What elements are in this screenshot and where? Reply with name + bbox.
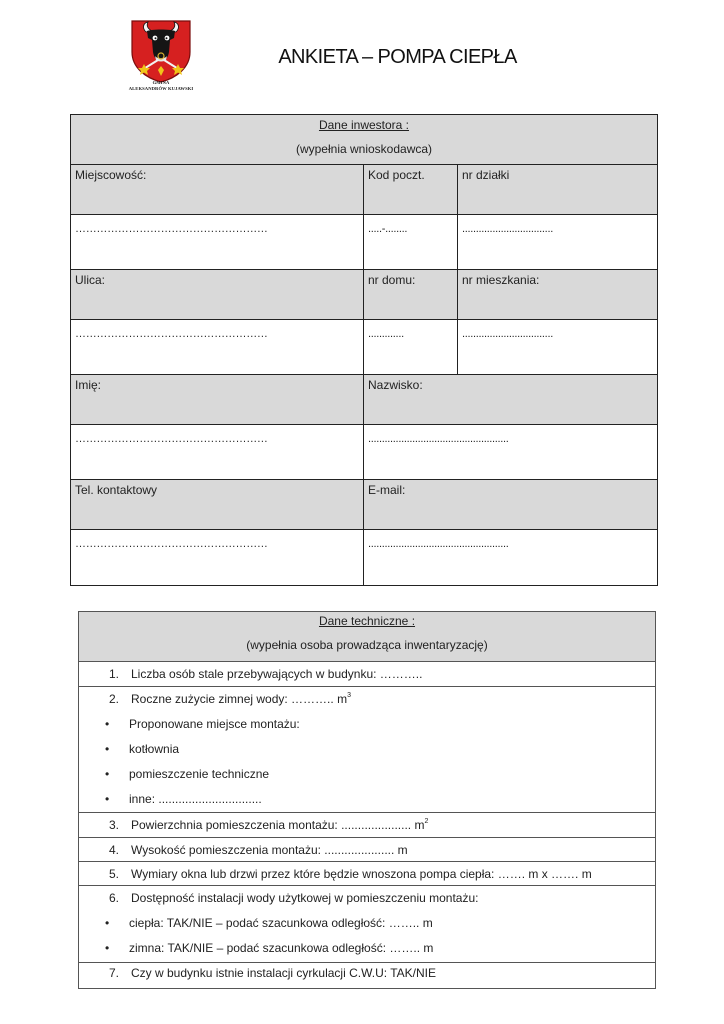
option-technical-room[interactable]: pomieszczenie techniczne — [129, 767, 270, 781]
investor-header — [71, 115, 657, 165]
question-2-number: 2. — [109, 692, 120, 706]
question-3-text: Powierzchnia pomieszczenia montażu: ..................... m — [131, 818, 425, 832]
question-3-row[interactable] — [79, 813, 655, 838]
question-6-row[interactable] — [79, 886, 655, 963]
question-5-row[interactable] — [79, 862, 655, 886]
bullet-dot: • — [105, 941, 110, 955]
question-3-text-wrap — [131, 818, 428, 832]
question-6-number: 6. — [109, 891, 120, 905]
label-phone-text: Tel. kontaktowy — [75, 483, 158, 497]
label-street — [71, 270, 364, 320]
street-field-dots: ……………………………………………… — [75, 328, 268, 340]
house-number-field-dots: ............. — [368, 328, 404, 340]
mounting-place-label: Proponowane miejsce montażu: — [129, 717, 300, 731]
investor-subheading: (wypełnia wnioskodawca) — [295, 142, 433, 156]
label-first-name-text: Imię: — [75, 378, 102, 392]
label-phone — [71, 480, 364, 530]
label-street-text: Ulica: — [75, 273, 106, 287]
postal-code-field[interactable] — [364, 215, 458, 270]
question-1-text: Liczba osób stale przebywających w budynku: ……….. — [131, 667, 423, 681]
question-2-row[interactable] — [79, 687, 655, 813]
label-postal-code-text: Kod poczt. — [368, 168, 425, 182]
label-city-text: Miejscowość: — [75, 168, 147, 182]
question-4-row[interactable] — [79, 838, 655, 862]
question-5-text: Wymiary okna lub drzwi przez które będzie wnoszona pompa ciepła: ……. m x ……. m — [131, 867, 592, 881]
email-field-dots: ................................................... — [368, 538, 509, 550]
house-number-field[interactable] — [364, 320, 458, 375]
label-last-name — [364, 375, 657, 425]
question-1-number: 1. — [109, 667, 120, 681]
label-apartment-number — [458, 270, 657, 320]
question-2-text: Roczne zużycie zimnej wody: ……….. m — [131, 692, 348, 706]
question-4-text: Wysokość pomieszczenia montażu: ..................... m — [131, 843, 408, 857]
label-postal-code — [364, 165, 458, 215]
question-2-text-wrap — [131, 692, 351, 706]
crest-caption-line2: ALEKSANDRÓW KUJAWSKI — [128, 86, 194, 91]
option-boiler-room[interactable]: kotłownia — [129, 742, 180, 756]
last-name-field[interactable] — [364, 425, 657, 480]
label-apartment-number-text: nr mieszkania: — [462, 273, 540, 287]
bullet-dot: • — [105, 717, 110, 731]
apartment-number-field[interactable] — [458, 320, 657, 375]
question-7-number: 7. — [109, 966, 120, 980]
first-name-field-dots: ……………………………………………… — [75, 433, 268, 445]
phone-field-dots: ……………………………………………… — [75, 538, 268, 550]
plot-number-field[interactable] — [458, 215, 657, 270]
first-name-field[interactable] — [71, 425, 364, 480]
label-city — [71, 165, 364, 215]
question-6-text: Dostępność instalacji wody użytkowej w pomieszczeniu montażu: — [131, 891, 479, 905]
email-field[interactable] — [364, 530, 657, 585]
question-5-number: 5. — [109, 867, 120, 881]
label-last-name-text: Nazwisko: — [368, 378, 423, 392]
bullet-dot: • — [105, 916, 110, 930]
city-field-dots: ……………………………………………… — [75, 223, 268, 235]
option-other[interactable]: inne: ............................... — [129, 792, 262, 806]
question-7-row[interactable] — [79, 963, 655, 988]
phone-field[interactable] — [71, 530, 364, 585]
postal-code-field-dots: .....-........ — [368, 223, 408, 235]
hot-water-option[interactable]: ciepła: TAK/NIE – podać szacunkowa odległość: …….. m — [129, 916, 433, 930]
city-field[interactable] — [71, 215, 364, 270]
technical-data-table — [78, 611, 656, 989]
label-house-number-text: nr domu: — [368, 273, 416, 287]
street-field[interactable] — [71, 320, 364, 375]
label-email-text: E-mail: — [368, 483, 406, 497]
label-house-number — [364, 270, 458, 320]
apartment-number-field-dots: ................................. — [462, 328, 553, 340]
coat-of-arms-icon — [128, 18, 194, 84]
investor-heading: Dane inwestora : — [318, 118, 410, 132]
question-7-text: Czy w budynku istnie instalacji cyrkulacji C.W.U: TAK/NIE — [131, 966, 436, 980]
label-plot-number-text: nr działki — [462, 168, 510, 182]
technical-heading: Dane techniczne : — [318, 614, 416, 628]
label-email — [364, 480, 657, 530]
question-1-row[interactable] — [79, 662, 655, 687]
investor-data-table — [70, 114, 658, 586]
question-2-superscript: 3 — [347, 692, 351, 699]
bullet-dot: • — [105, 742, 110, 756]
bullet-dot: • — [105, 767, 110, 781]
bullet-dot: • — [105, 792, 110, 806]
technical-header — [79, 612, 655, 662]
last-name-field-dots: ................................................... — [368, 433, 509, 445]
question-3-superscript: 2 — [424, 818, 429, 825]
cold-water-option[interactable]: zimna: TAK/NIE – podać szacunkowa odległość: …….. m — [129, 941, 434, 955]
technical-subheading: (wypełnia osoba prowadząca inwentaryzację) — [246, 638, 488, 652]
question-3-number: 3. — [109, 818, 120, 832]
label-first-name — [71, 375, 364, 425]
crest-caption-line1: GMINA — [152, 80, 170, 85]
label-plot-number — [458, 165, 657, 215]
question-4-number: 4. — [109, 843, 120, 857]
document-title: ANKIETA – POMPA CIEPŁA — [278, 46, 517, 68]
plot-number-field-dots: ................................. — [462, 223, 553, 235]
